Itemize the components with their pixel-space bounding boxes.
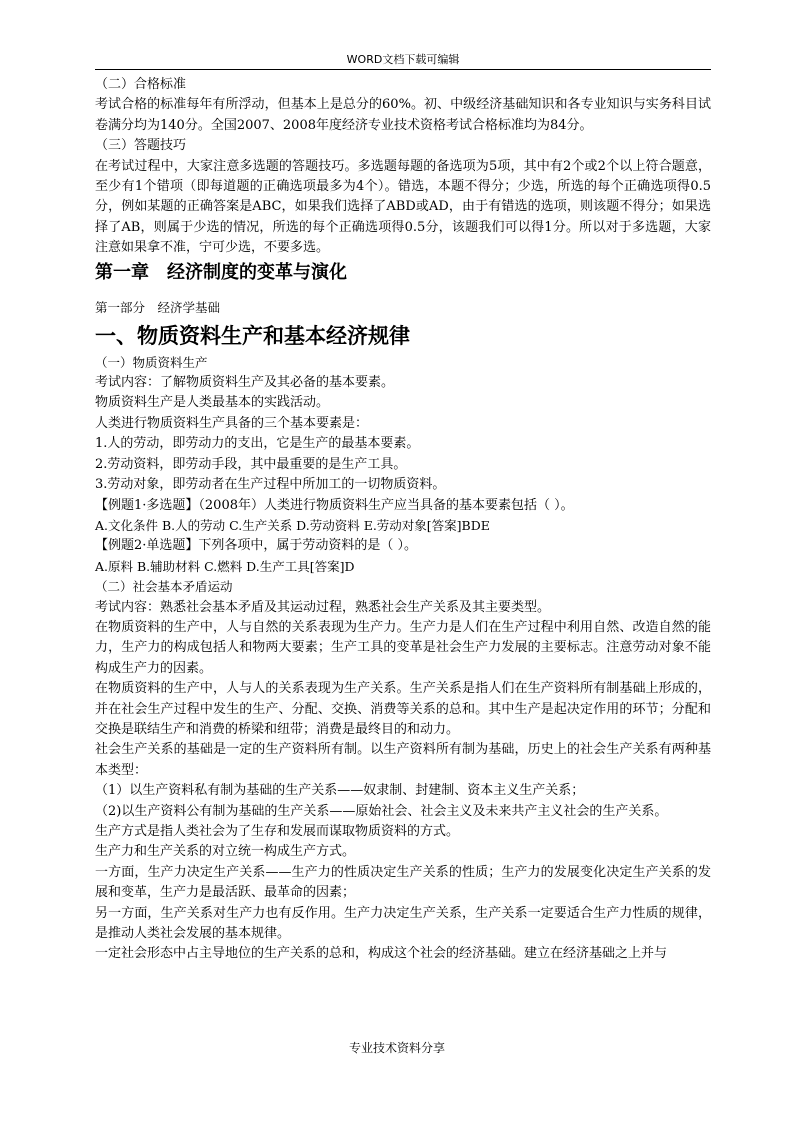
body-line: （1）以生产资料私有制为基础的生产关系——奴隶制、封建制、资本主义生产关系； (95, 783, 585, 799)
body-paragraph: 在物质资料的生产中，人与自然的关系表现为生产力。生产力是人们在生产过程中利用自然、改造自然的能力，生产力的构成包括人和物两大要素；生产工具的变革是社会生产力发展的主要标志。注意劳动对象不能构成生产力的因素。 (95, 619, 711, 676)
body-line: 一定社会形态中占主导地位的生产关系的总和，构成这个社会的经济基础。建立在经济基础之上并与 (95, 946, 668, 962)
body-line: （二）社会基本矛盾运动 (95, 579, 233, 595)
subheading-qualification: （二）合格标准 (95, 77, 187, 92)
body-line: 考试内容：了解物质资料生产及其必备的基本要素。 (95, 375, 395, 391)
body-paragraph: 另一方面，生产关系对生产力也有反作用。生产力决定生产关系，生产关系一定要适合生产力性质的规律，是推动人类社会发展的基本规律。 (95, 905, 711, 942)
body-line: 生产方式是指人类社会为了生存和发展而谋取物质资料的方式。 (95, 824, 460, 839)
body-paragraph: 一方面，生产力决定生产关系——生产力的性质决定生产关系的性质；生产力的发展变化决定生产关系的发展和变革，生产力是最活跃、最革命的因素； (95, 864, 711, 901)
example-question: 【例题2·单选题】下列各项中，属于劳动资料的是（ ）。 (95, 538, 418, 554)
body-line: 物质资料生产是人类最基本的实践活动。 (95, 395, 330, 411)
body-line: 考试内容：熟悉社会基本矛盾及其运动过程，熟悉社会生产关系及其主要类型。 (95, 599, 551, 615)
page-footer: 专业技术资料分享 (348, 1041, 445, 1055)
section-title: 一、物质资料生产和基本经济规律 (95, 322, 410, 348)
part-title: 第一部分 经济学基础 (95, 299, 221, 315)
page-header: WORD文档下载可编辑 (95, 52, 711, 70)
body-line: 2.劳动资料，即劳动手段，其中最重要的是生产工具。 (95, 456, 407, 472)
paragraph-tips: 在考试过程中，大家注意多选题的答题技巧。多选题每题的备选项为5项，其中有2个或2个以上符合题意，至少有1个错项（即每道题的正确选项最多为4个）。错选，本题不得分；少选，所选的每个正确选项得0.5分，例如某题的正确答案是ABC，如果我们选择了ABD或AD，由于有错选的选项，则该题不得分；如果选择了AB，则属于少选的情况，所选的每个正确选项得0.5分，该题我们可以得1分。所以对于多选题，大家注意如果拿不准，宁可少选，不要多选。 (95, 158, 711, 256)
body-line: 3.劳动对象，即劳动者在生产过程中所加工的一切物质资料。 (95, 477, 446, 493)
body-line: （2)以生产资料公有制为基础的生产关系——原始社会、社会主义及未来共产主义社会的生产关系。 (95, 803, 668, 819)
body-paragraph: 在物质资料的生产中，人与人的关系表现为生产关系。生产关系是指人们在生产资料所有制基础上形成的，并在社会生产过程中发生的生产、分配、交换、消费等关系的总和。其中生产是起决定作用的环节；分配和交换是联结生产和消费的桥梁和纽带；消费是最终目的和动力。 (95, 681, 711, 737)
chapter-title: 第一章 经济制度的变革与演化 (95, 261, 347, 283)
subheading-tips: （三）答题技巧 (95, 138, 187, 154)
example-question: 【例题1·多选题】（2008年）人类进行物质资料生产应当具备的基本要素包括（ ）。 (95, 497, 574, 513)
body-paragraph: 社会生产关系的基础是一定的生产资料所有制。以生产资料所有制为基础，历史上的社会生产关系有两种基本类型： (95, 742, 711, 778)
body-line: 人类进行物质资料生产具备的三个基本要素是： (95, 415, 369, 431)
document-body (95, 75, 711, 965)
paragraph-qualification: 考试合格的标准每年有所浮动，但基本上是总分的60%。初、中级经济基础知识和各专业知识与实务科目试卷满分均为140分。全国2007、2008年度经济专业技术资格考试合格标准均为84分。 (95, 97, 711, 133)
body-line: 1.人的劳动，即劳动力的支出，它是生产的最基本要素。 (95, 436, 420, 452)
example-answer: A.原料 B.辅助材料 C.燃料 D.生产工具[答案]D (95, 558, 355, 574)
example-answer: A.文化条件 B.人的劳动 C.生产关系 D.劳动资料 E.劳动对象[答案]BDE (95, 517, 490, 533)
body-line: （一）物质资料生产 (95, 354, 208, 370)
body-line: 生产力和生产关系的对立统一构成生产方式。 (95, 844, 356, 860)
